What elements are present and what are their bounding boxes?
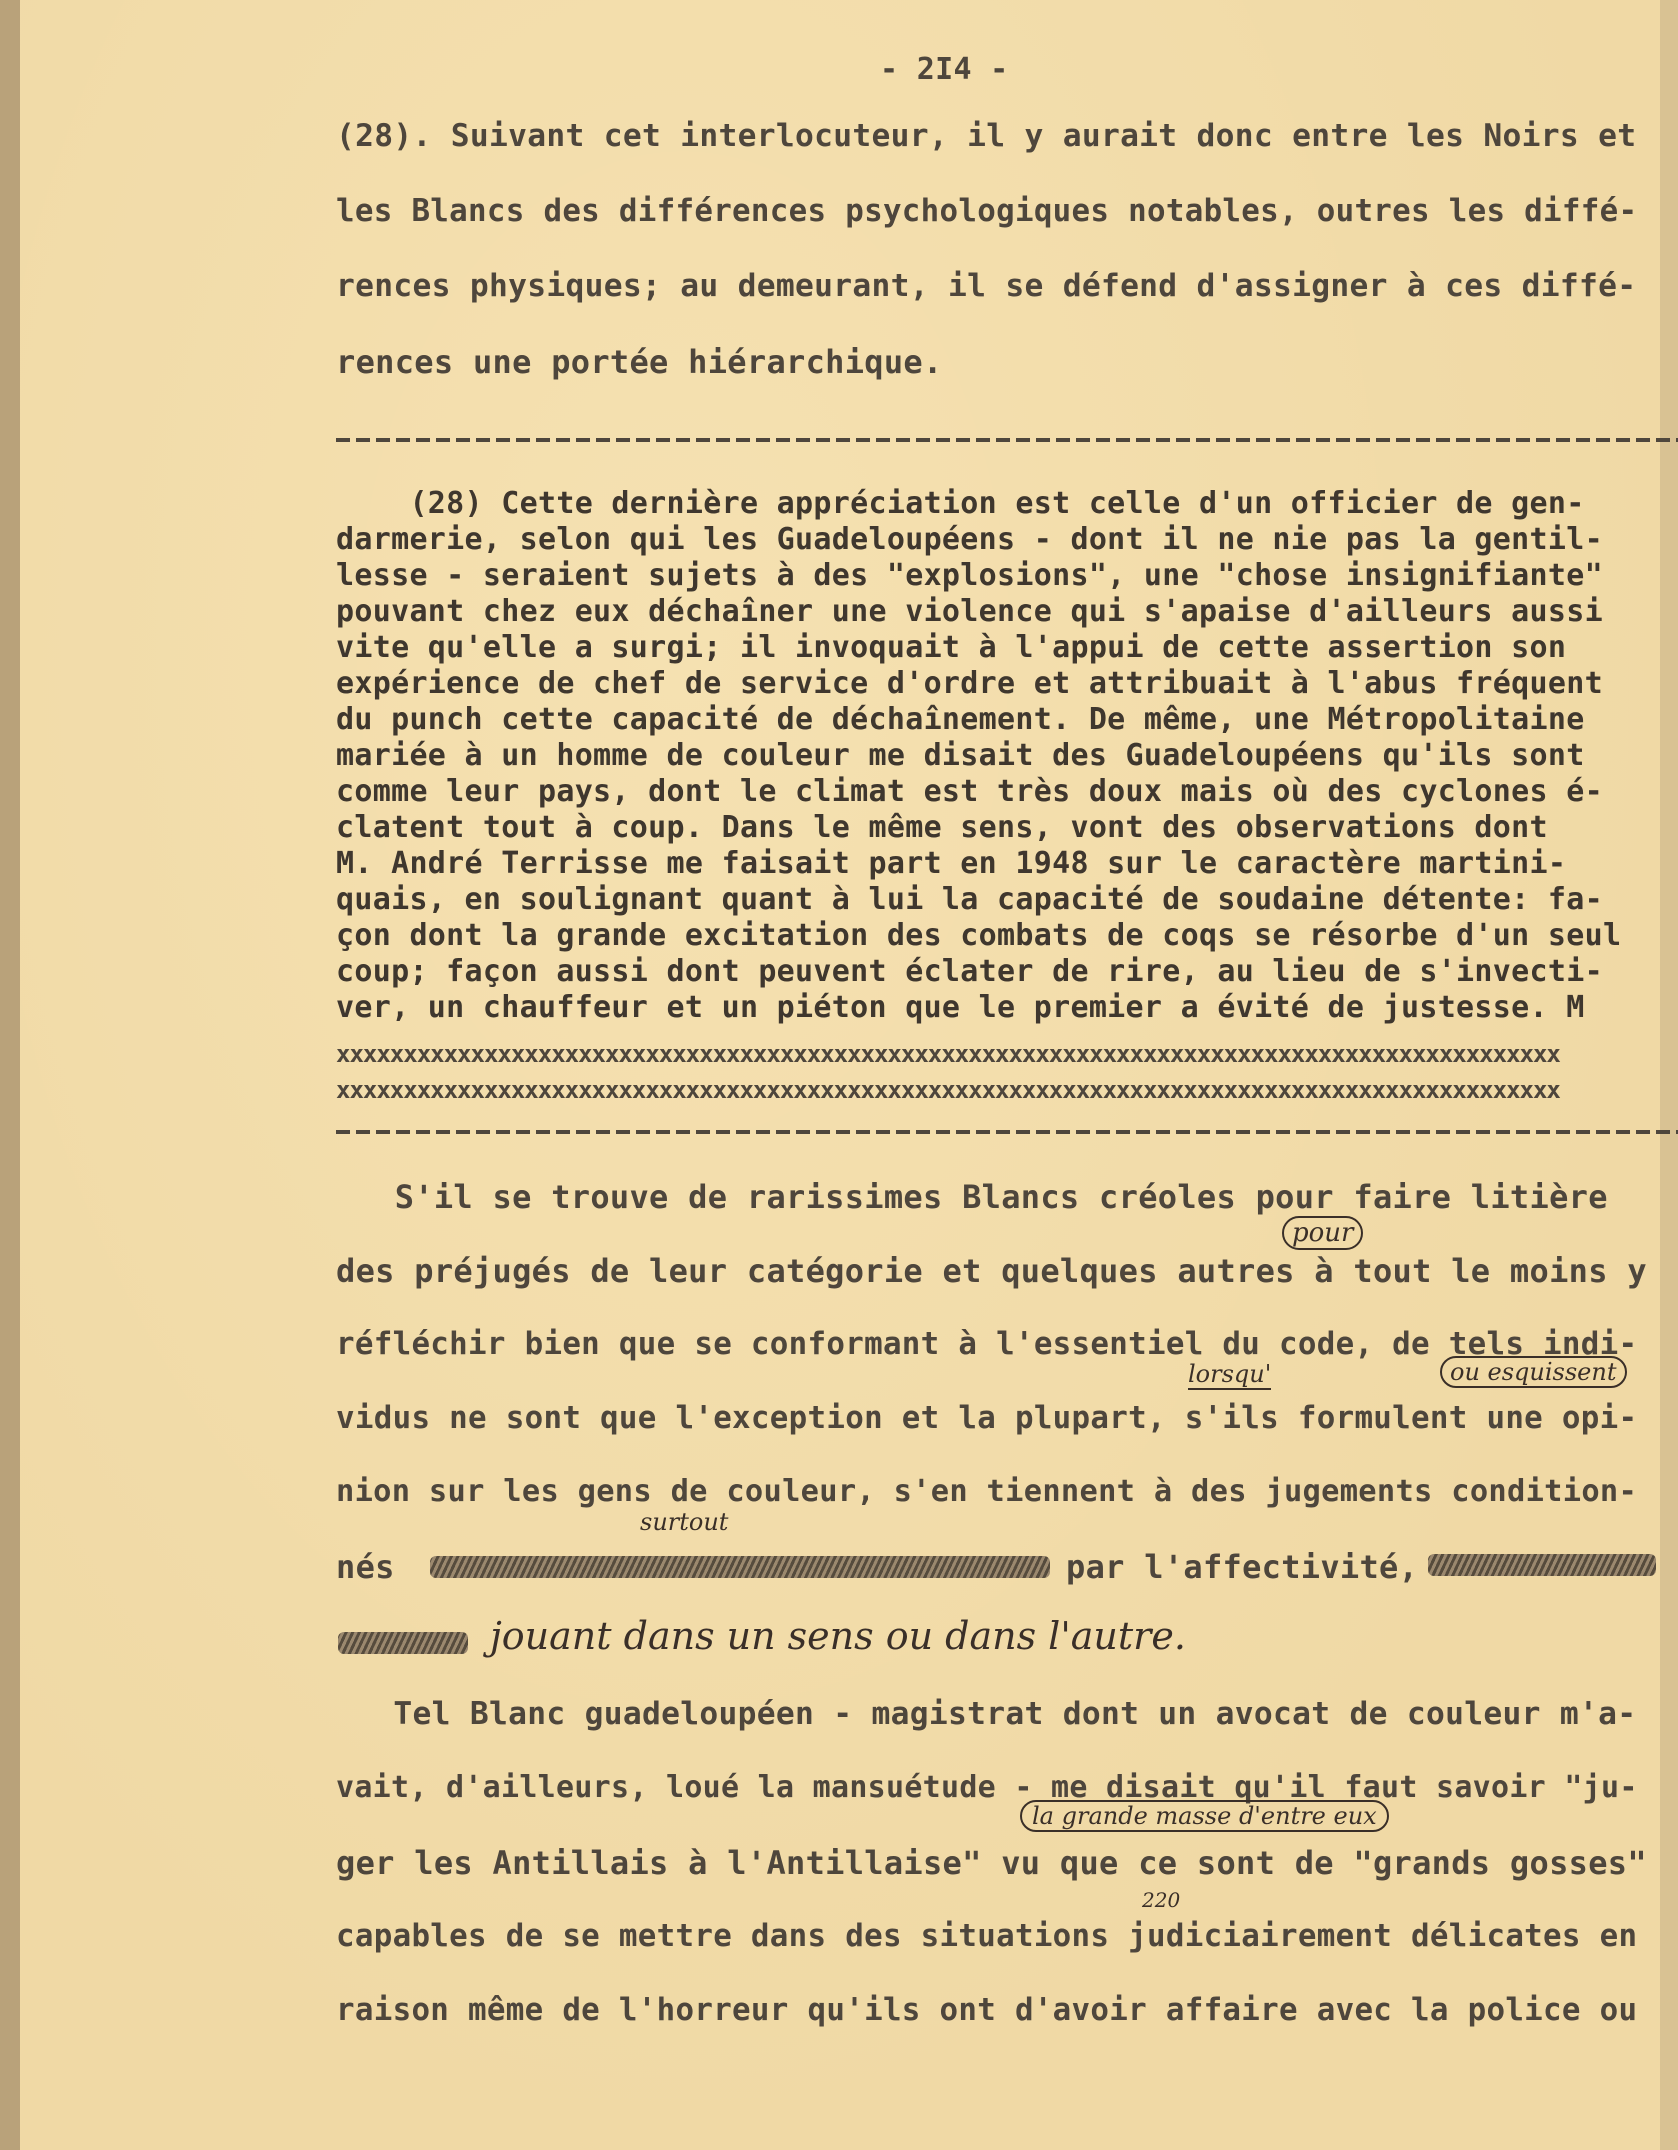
crossed-out-text [338, 1632, 468, 1654]
footnote-line: expérience de chef de service d'ordre et attribuait à l'abus fréquent [336, 666, 1603, 701]
handwritten-annotation: surtout [640, 1508, 729, 1536]
handwritten-annotation: lorsqu' [1188, 1360, 1272, 1388]
dashed-separator [336, 438, 1678, 442]
footnote-line: du punch cette capacité de déchaînement. De même, une Métropolitaine [336, 702, 1585, 737]
handwritten-annotation: ou esquissent [1440, 1356, 1627, 1388]
text-line: les Blancs des différences psychologiques notables, outres les diffé- [336, 193, 1638, 229]
text-line: réfléchir bien que se conformant à l'essentiel du code, de tels indi- [336, 1326, 1638, 1362]
footnote-line: M. André Terrisse me faisait part en 1948 sur le caractère martini- [336, 846, 1567, 881]
crossed-out-text [1428, 1554, 1656, 1576]
text-line: vait, d'ailleurs, loué la mansuétude - me disait qu'il faut savoir "ju- [336, 1770, 1638, 1805]
text-line: nion sur les gens de couleur, s'en tiennent à des jugements condition- [336, 1474, 1638, 1509]
text-line: rences physiques; au demeurant, il se défend d'assigner à ces diffé- [336, 268, 1637, 304]
footnote-line: vite qu'elle a surgi; il invoquait à l'appui de cette assertion son [336, 630, 1567, 665]
footnote-line: comme leur pays, dont le climat est très doux mais où des cyclones é- [336, 774, 1603, 809]
footnote-line: (28) Cette dernière appréciation est celle d'un officier de gen- [336, 486, 1585, 521]
footnote-line: lesse - seraient sujets à des "explosions", une "chose insignifiante" [336, 558, 1603, 593]
text-line: rences une portée hiérarchique. [336, 343, 943, 381]
typewritten-page [20, 0, 1678, 2150]
handwritten-annotation: la grande masse d'entre eux [1020, 1800, 1389, 1832]
text-line: ger les Antillais à l'Antillaise" vu que ce sont de "grands gosses" [336, 1844, 1647, 1882]
handwritten-annotation: pour [1282, 1216, 1363, 1250]
text-line: par l'affectivité, [1066, 1548, 1419, 1586]
footnote-line: ver, un chauffeur et un piéton que le premier a évité de justesse. M [336, 990, 1585, 1025]
footnote-line: çon dont la grande excitation des combats de coqs se résorbe d'un seul [336, 918, 1622, 953]
footnote-line: quais, en soulignant quant à lui la capacité de soudaine détente: fa- [336, 882, 1603, 917]
struck-line: xxxxxxxxxxxxxxxxxxxxxxxxxxxxxxxxxxxxxxxxxxxxxxxxxxxxxxxxxxxxxxxxxxxxxxxxxxxxxxxxxxxxxxxxxxx [336, 1040, 1560, 1062]
crossed-out-text [430, 1556, 1050, 1578]
text-line: capables de se mettre dans des situations judiciairement délicates en [336, 1918, 1638, 1954]
text-line: raison même de l'horreur qu'ils ont d'avoir affaire avec la police ou [336, 1992, 1638, 2028]
footnote-line: mariée à un homme de couleur me disait des Guadeloupéens qu'ils sont [336, 738, 1585, 773]
text-line: des préjugés de leur catégorie et quelques autres à tout le moins y [336, 1252, 1647, 1290]
text-line: vidus ne sont que l'exception et la plupart, s'ils formulent une opi- [336, 1400, 1638, 1436]
struck-line: xxxxxxxxxxxxxxxxxxxxxxxxxxxxxxxxxxxxxxxxxxxxxxxxxxxxxxxxxxxxxxxxxxxxxxxxxxxxxxxxxxxxxxxxxxx [336, 1076, 1560, 1098]
page-edge [1660, 0, 1678, 2150]
handwritten-annotation: 220 [1142, 1888, 1181, 1912]
dashed-separator [336, 1130, 1678, 1134]
footnote-line: darmerie, selon qui les Guadeloupéens - dont il ne nie pas la gentil- [336, 522, 1603, 557]
handwritten-annotation: jouant dans un sens ou dans l'autre. [490, 1614, 1186, 1658]
text-line: (28). Suivant cet interlocuteur, il y aurait donc entre les Noirs et [336, 118, 1637, 154]
footnote-line: pouvant chez eux déchaîner une violence qui s'apaise d'ailleurs aussi [336, 594, 1603, 629]
footnote-line: clatent tout à coup. Dans le même sens, vont des observations dont [336, 810, 1548, 845]
text-line: Tel Blanc guadeloupéen - magistrat dont un avocat de couleur m'a- [336, 1696, 1637, 1732]
page-number: - 2I4 - [880, 52, 1009, 87]
footnote-line: coup; façon aussi dont peuvent éclater de rire, au lieu de s'invecti- [336, 954, 1603, 989]
text-line: S'il se trouve de rarissimes Blancs créoles pour faire litière [336, 1178, 1608, 1216]
text-line: nés [336, 1548, 395, 1586]
